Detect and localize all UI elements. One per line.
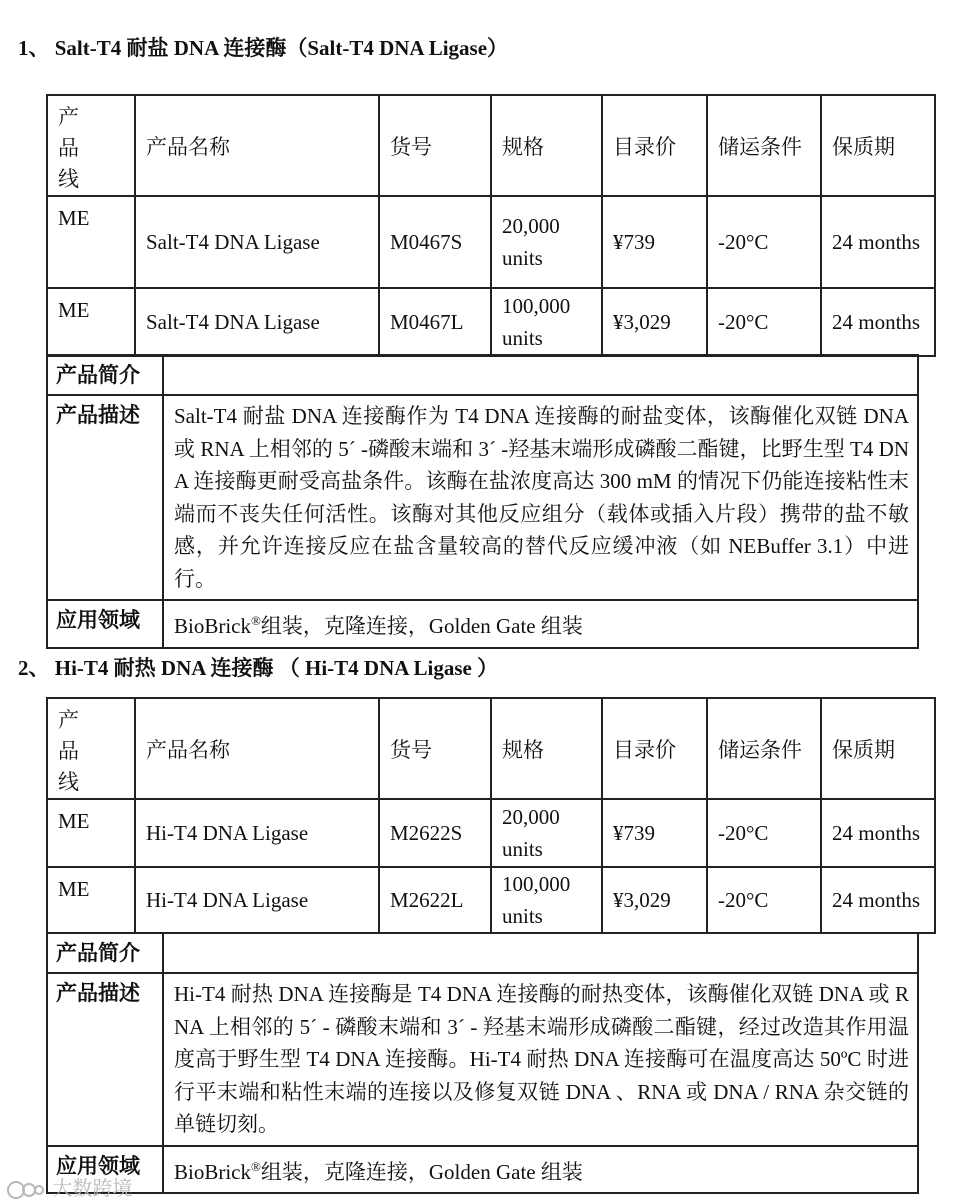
section-1-info-table	[46, 354, 919, 649]
cell-product-line: ME	[47, 867, 135, 933]
section-2-info-table	[46, 932, 919, 1194]
cell-shelf-life: 24 months	[821, 799, 935, 867]
brand-logo-icon	[6, 1176, 52, 1200]
cell-storage: -20°C	[707, 867, 821, 933]
description-label: 产品描述	[47, 395, 163, 600]
cell-price: ¥3,029	[602, 867, 707, 933]
header-storage: 储运条件	[707, 95, 821, 196]
header-product-code: 货号	[379, 698, 491, 799]
cell-spec: 100,000 units	[491, 867, 602, 933]
intro-value	[163, 933, 918, 973]
cell-product-line: ME	[47, 196, 135, 288]
cell-price: ¥739	[602, 196, 707, 288]
intro-label: 产品简介	[47, 355, 163, 395]
application-text: BioBrick®组装，克隆连接，Golden Gate 组装	[163, 600, 918, 648]
application-text: BioBrick®组装，克隆连接，Golden Gate 组装	[163, 1146, 918, 1194]
section-2-product-table	[46, 697, 936, 934]
section-1-title: 1、 Salt-T4 耐盐 DNA 连接酶（Salt-T4 DNA Ligase）	[18, 36, 509, 60]
cell-product-line: ME	[47, 799, 135, 867]
header-storage: 储运条件	[707, 698, 821, 799]
cell-product-name: Hi-T4 DNA Ligase	[135, 867, 379, 933]
application-label: 应用领域	[47, 1146, 163, 1194]
header-spec: 规格	[491, 95, 602, 196]
watermark	[6, 1172, 132, 1203]
cell-product-code: M2622S	[379, 799, 491, 867]
cell-product-code: M0467L	[379, 288, 491, 356]
cell-storage: -20°C	[707, 288, 821, 356]
cell-spec: 100,000 units	[491, 288, 602, 356]
section-1-product-table	[46, 94, 936, 357]
section-2-title: 2、 Hi-T4 耐热 DNA 连接酶 （ Hi-T4 DNA Ligase ）	[18, 656, 499, 680]
header-product-line: 产 品 线	[47, 95, 135, 196]
cell-product-name: Salt-T4 DNA Ligase	[135, 288, 379, 356]
intro-label: 产品简介	[47, 933, 163, 973]
header-product-name: 产品名称	[135, 95, 379, 196]
description-text: Hi-T4 耐热 DNA 连接酶是 T4 DNA 连接酶的耐热变体，该酶催化双链 DNA 或 RNA 上相邻的 5´ - 磷酸末端和 3´ - 羟基末端形成磷酸二酯键，经过改造其作用温度高于野生型 T4 DNA 连接酶。Hi-T4 耐热 DNA 连接酶可在温度高达 50ºC 时进行平末端和粘性末端的连接以及修复双链 DNA 、RNA 或 DNA / RNA 杂交链的单链切刻。	[163, 973, 918, 1146]
description-text: Salt-T4 耐盐 DNA 连接酶作为 T4 DNA 连接酶的耐盐变体，该酶催化双链 DNA 或 RNA 上相邻的 5´ -磷酸末端和 3´ -羟基末端形成磷酸二酯键，比野生型 T4 DNA 连接酶更耐受高盐条件。该酶在盐浓度高达 300 mM 的情况下仍能连接粘性末端而不丧失任何活性。该酶对其他反应组分（载体或插入片段）携带的盐不敏感，并允许连接反应在盐含量较高的替代反应缓冲液（如 NEBuffer 3.1）中进行。	[163, 395, 918, 600]
cell-shelf-life: 24 months	[821, 196, 935, 288]
watermark-text: 大数跨境	[52, 1176, 133, 1200]
cell-price: ¥739	[602, 799, 707, 867]
table-row	[47, 288, 935, 356]
cell-shelf-life: 24 months	[821, 288, 935, 356]
header-spec: 规格	[491, 698, 602, 799]
cell-product-code: M2622L	[379, 867, 491, 933]
cell-storage: -20°C	[707, 196, 821, 288]
cell-product-code: M0467S	[379, 196, 491, 288]
header-product-name: 产品名称	[135, 698, 379, 799]
table-row	[47, 867, 935, 933]
table-row	[47, 799, 935, 867]
cell-storage: -20°C	[707, 799, 821, 867]
cell-spec: 20,000 units	[491, 196, 602, 288]
cell-shelf-life: 24 months	[821, 867, 935, 933]
header-shelf-life: 保质期	[821, 95, 935, 196]
application-label: 应用领域	[47, 600, 163, 648]
intro-value	[163, 355, 918, 395]
description-label: 产品描述	[47, 973, 163, 1146]
header-product-code: 货号	[379, 95, 491, 196]
cell-price: ¥3,029	[602, 288, 707, 356]
table-header-row	[47, 95, 935, 196]
table-row	[47, 196, 935, 288]
table-header-row	[47, 698, 935, 799]
cell-product-line: ME	[47, 288, 135, 356]
header-shelf-life: 保质期	[821, 698, 935, 799]
cell-spec: 20,000 units	[491, 799, 602, 867]
header-product-line: 产 品 线	[47, 698, 135, 799]
cell-product-name: Hi-T4 DNA Ligase	[135, 799, 379, 867]
header-price: 目录价	[602, 698, 707, 799]
header-price: 目录价	[602, 95, 707, 196]
cell-product-name: Salt-T4 DNA Ligase	[135, 196, 379, 288]
